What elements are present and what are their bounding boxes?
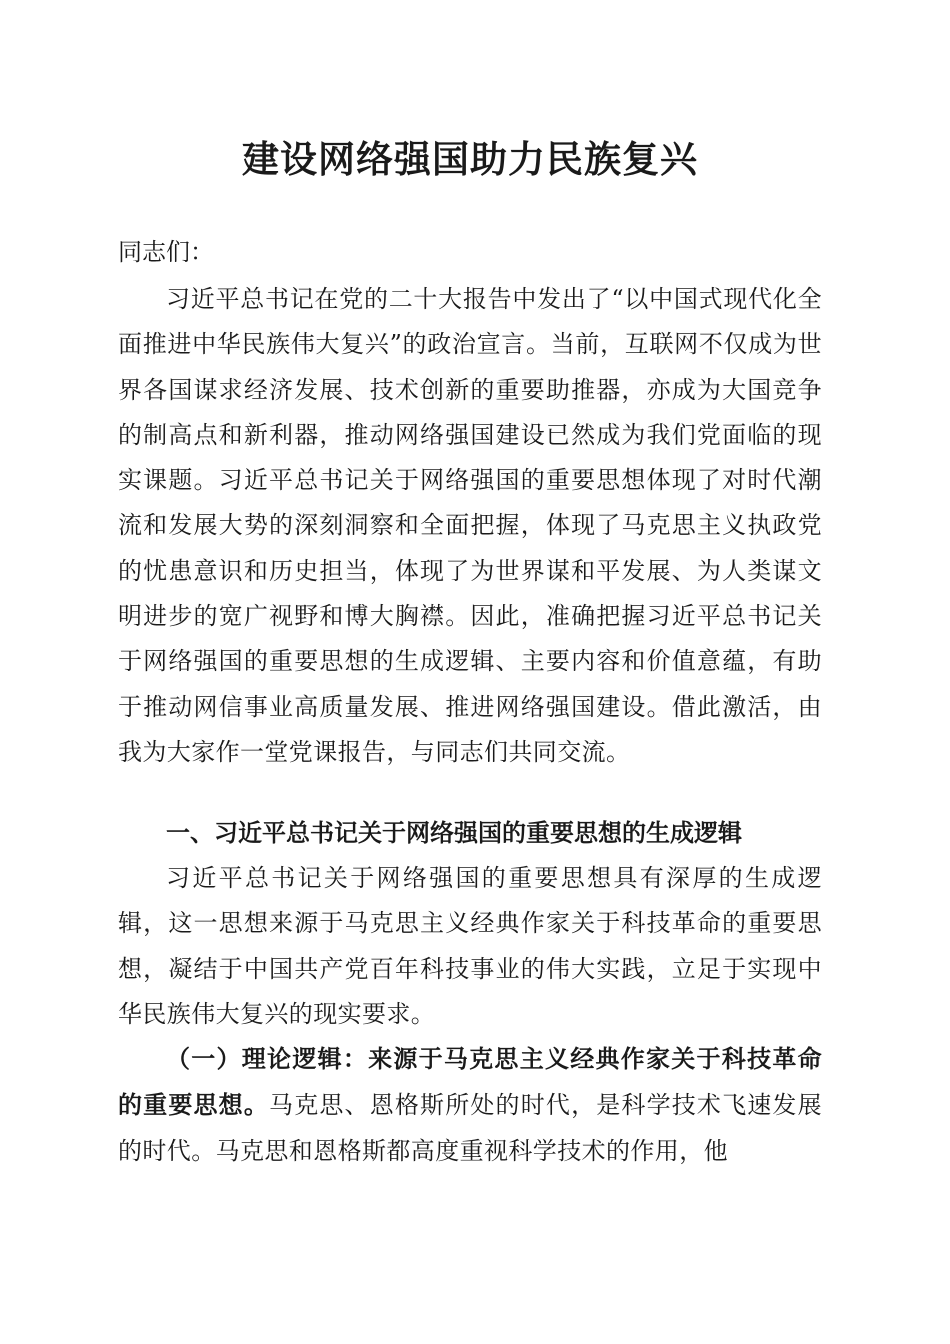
subsection-body-1: 马克思、恩格斯所处的时代，是科学技术飞速发展的时代。马克思和恩格斯都高度重视科学技术的作用，他 (118, 1091, 822, 1165)
document-title: 建设网络强国助力民族复兴 (242, 137, 698, 181)
section-heading-1: 一、习近平总书记关于网络强国的重要思想的生成逻辑 (166, 819, 742, 847)
salutation: 同志们： (118, 238, 214, 266)
body-paragraph-intro: 习近平总书记在党的二十大报告中发出了“以中国式现代化全面推进中华民族伟大复兴”的政治宣言。当前，互联网不仅成为世界各国谋求经济发展、技术创新的重要助推器，亦成为大国竞争的制高点和新利器，推动网络强国建设已然成为我们党面临的现实课题。习近平总书记关于网络强国的重要思想体现了对时代潮流和发展大势的深刻洞察和全面把握，体现了马克思主义执政党的忧患意识和历史担当，体现了为世界谋和平发展、为人类谋文明进步的宽广视野和博大胸襟。因此，准确把握习近平总书记关于网络强国的重要思想的生成逻辑、主要内容和价值意蕴，有助于推动网信事业高质量发展、推进网络强国建设。借此激活，由我为大家作一堂党课报告，与同志们共同交流。 (118, 285, 822, 766)
body-paragraph-section1-intro: 习近平总书记关于网络强国的重要思想具有深厚的生成逻辑，这一思想来源于马克思主义经典作家关于科技革命的重要思想，凝结于中国共产党百年科技事业的伟大实践，立足于实现中华民族伟大复兴的现实要求。 (118, 864, 822, 1028)
body-paragraph-subsection1 (118, 1036, 822, 1174)
subsection-heading-1: （一）理论逻辑：来源于马克思主义经典作家关于科技革命的重要思想。 (118, 1044, 822, 1120)
